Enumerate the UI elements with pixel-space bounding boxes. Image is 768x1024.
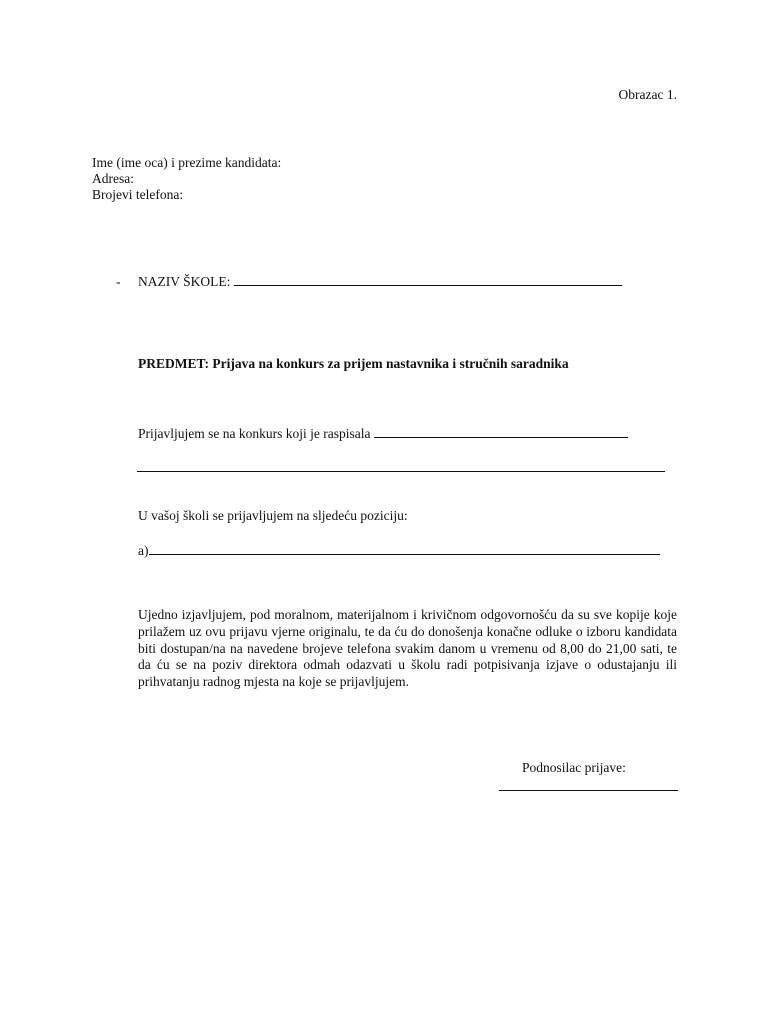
- position-item-a-label: a): [138, 543, 149, 558]
- announcer-blank-line[interactable]: [374, 424, 628, 438]
- declaration-paragraph: Ujedno izjavljujem, pod moralnom, materijalnom i krivičnom odgovornošću da su sve kopije koje prilažem uz ovu prijavu vjerne originalu, te da ću do donošenja konačne odluke o izboru kandidata biti dostupan/na na navedene brojeve telefona svakim danom u vremenu od 8,00 do 21,00 sati, te da ću se na poziv direktora odmah odazvati u školu radi potpisivanja izjave o odustajanju ili prihvatanju radnog mjesta na koje se prijavljujem.: [138, 607, 677, 690]
- candidate-name-label: Ime (ime oca) i prezime kandidata:: [92, 155, 282, 170]
- application-row: [138, 424, 628, 442]
- application-text: Prijavljujem se na konkurs koji je raspisala: [138, 426, 371, 441]
- position-intro-text: U vašoj školi se prijavljujem na sljedeću poziciju:: [138, 508, 408, 523]
- form-number: Obrazac 1.: [618, 87, 677, 102]
- bullet-dash: -: [116, 274, 121, 289]
- subject-heading: PREDMET: Prijava na konkurs za prijem nastavnika i stručnih saradnika: [138, 356, 569, 371]
- announcer-continuation-blank-line[interactable]: [137, 471, 665, 472]
- candidate-phone-label: Brojevi telefona:: [92, 187, 184, 202]
- submitter-label: Podnosilac prijave:: [522, 760, 626, 775]
- position-blank-line[interactable]: [149, 541, 660, 555]
- school-name-label: NAZIV ŠKOLE:: [138, 274, 231, 289]
- school-name-blank-line[interactable]: [234, 272, 622, 286]
- position-row-a: [138, 541, 660, 559]
- candidate-address-label: Adresa:: [92, 171, 134, 186]
- signature-blank-line[interactable]: [499, 790, 678, 791]
- candidate-info: [92, 155, 281, 203]
- school-name-row: [116, 272, 622, 290]
